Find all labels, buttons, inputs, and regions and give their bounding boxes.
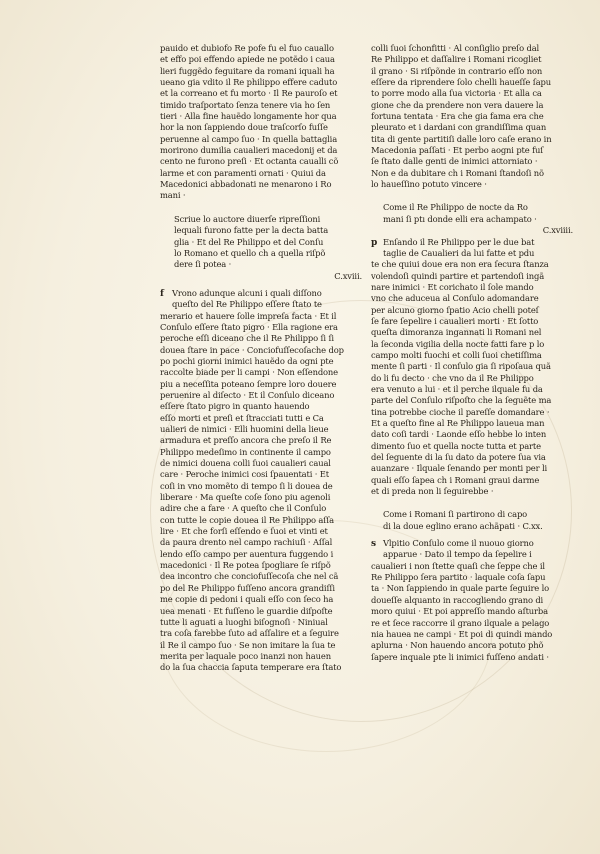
text-line — [160, 333, 368, 344]
line-text: ualieri de nimici · Elli huomini della lieue — [160, 424, 329, 434]
line-text: tina potrebbe cioche il pareſſe domandare · — [371, 406, 550, 417]
line-text: lo haueſſino potuto vincere · — [371, 179, 487, 190]
line-text: liberare · Ma queſte coſe ſono piu agenoli — [160, 492, 331, 503]
text-line — [371, 561, 579, 572]
text-line — [371, 441, 579, 452]
line-text: pleurato et i dardani con grandiſſima quan — [371, 122, 547, 133]
line-text: mente ſi parti · Il conſulo gia ſi ripoſaua quã — [371, 361, 551, 372]
text-line — [160, 156, 368, 167]
text-line — [371, 486, 579, 497]
text-line — [174, 225, 368, 236]
right-chapter-heading-2 — [371, 509, 579, 532]
line-text: nare inimici · Et corichato il ſole mando — [371, 281, 534, 292]
text-line — [371, 373, 579, 384]
text-line — [160, 526, 368, 537]
text-line — [160, 367, 368, 378]
line-text: eſſo morti et preſi et ſtracciati tutti e Ca — [160, 412, 324, 423]
line-text: et di preda non li ſeguirebbe · — [371, 486, 494, 497]
line-text: me copie di pedoni i quali eſſo con ſeco ha — [160, 594, 334, 605]
line-text: merario et hauere ſolle impreſa facta · Et il — [160, 310, 337, 321]
line-text: to porre modo alla ſua victoria · Et alla ca — [371, 88, 542, 99]
right-paragraph-3 — [371, 538, 579, 663]
line-text: aplurna · Non hauendo ancora potuto phõ — [371, 640, 544, 651]
line-text: queſto del Re Philippo eſſere ſtato te — [172, 299, 322, 310]
line-text: Et a queſto fine al Re Philippo laueua man — [371, 418, 545, 428]
line-text: Macedonici abbadonati ne menarono i Ro — [160, 179, 332, 190]
text-line — [383, 521, 579, 532]
line-text: era venuto a lui · et il perche ilquale fu da — [371, 383, 543, 394]
text-line — [160, 537, 368, 548]
line-text: Re Philippo et daſſalire i Romani ricogliet — [371, 54, 542, 65]
text-line — [160, 190, 368, 201]
text-line — [160, 390, 368, 401]
initial-letter: s — [371, 539, 376, 550]
line-text: re et ſece raccorre il grano ilquale a pelago — [371, 617, 550, 628]
text-line — [160, 651, 368, 662]
line-text: mani · — [160, 190, 186, 201]
line-text: dimento ſuo et quella nocte tutta et parte — [371, 440, 541, 451]
right-text-column — [371, 43, 579, 663]
text-line — [160, 356, 368, 367]
text-line — [371, 549, 579, 560]
line-text: colli ſuoi ſchonfitti · Al conſiglio preſo dal — [371, 43, 540, 53]
line-text: et effo poi effendo apiede ne potẽdo i caua — [160, 54, 335, 65]
initial-letter: p — [371, 237, 378, 248]
text-line — [160, 640, 368, 651]
line-text: macedonici · Il Re potea ſpogliare ſe riſpõ — [160, 560, 331, 571]
text-line — [160, 617, 368, 628]
text-line — [371, 327, 579, 338]
line-text: parte del Conſulo riſpoſto che la ſeguẽte ma — [371, 395, 552, 406]
text-line — [371, 640, 579, 651]
text-line — [174, 248, 368, 259]
text-line — [160, 145, 368, 156]
left-text-column — [160, 43, 368, 674]
line-text: vno che aduceua al Conſulo adomandare — [371, 293, 539, 304]
text-line — [383, 202, 579, 213]
text-line — [160, 628, 368, 639]
text-line — [160, 311, 368, 322]
text-line — [160, 322, 368, 333]
line-text: lendo eſſo campo per auentura fuggendo i — [160, 548, 334, 559]
line-text: dea incontro che conciofuſſecoſa che nel cã — [160, 571, 339, 582]
line-text: adire che a fare · A queſto che il Conſulo — [160, 503, 327, 514]
text-line — [371, 475, 579, 486]
text-line — [371, 606, 579, 617]
line-text: apparue · Dato il tempo da ſepelire i — [383, 549, 532, 560]
line-text: de nimici douena colli ſuoi caualieri caual — [160, 458, 331, 469]
right-chapter-heading — [371, 202, 579, 225]
text-line — [160, 435, 368, 446]
text-line — [174, 214, 368, 225]
text-line — [160, 606, 368, 617]
text-line — [160, 594, 368, 605]
text-line — [160, 134, 368, 145]
line-text: morirono dumilia caualieri macedonij et da — [160, 145, 338, 156]
text-line — [383, 509, 579, 520]
line-text: campo molti fuochi et colli ſuoi chetiſſima — [371, 349, 542, 360]
text-line — [160, 88, 368, 99]
text-line — [371, 66, 579, 77]
line-text: ta · Non ſappiendo in quale parte ſeguire lo — [371, 583, 550, 594]
line-text: ſapere inquale pte li inimici fuſſeno andati · — [371, 651, 549, 662]
text-line — [371, 43, 579, 54]
text-line — [160, 77, 368, 88]
text-line — [160, 345, 368, 356]
left-paragraph-2 — [160, 288, 368, 674]
line-text: piu a neceſſita poteano ſempre loro douere — [160, 378, 337, 389]
line-text: Non e da dubitare ch i Romani ſtandoſi nõ — [371, 167, 544, 178]
line-text: dere ſi potea · — [174, 259, 232, 270]
text-line — [160, 413, 368, 424]
text-line — [160, 401, 368, 412]
line-text: taglie de Caualieri da lui fatte et pdu — [383, 247, 535, 258]
text-line — [160, 469, 368, 480]
text-line — [371, 463, 579, 474]
line-text: Enſando il Re Philippo per le due bat — [383, 236, 535, 247]
line-text: nia hauea ne campi · Et poi di quindi mando — [371, 628, 553, 639]
right-paragraph-1 — [371, 43, 579, 190]
text-line — [160, 379, 368, 390]
line-text: care · Peroche inimici cosi ſpauentati · Et — [160, 469, 329, 480]
left-chapter-number: C.xviii. — [334, 270, 362, 281]
line-text: po del Re Philippo fuſſeno ancora grandiſſi — [160, 582, 335, 593]
text-line — [371, 282, 579, 293]
text-line — [371, 237, 579, 248]
text-line — [160, 299, 368, 310]
line-text: lequali furono fatte per la decta batta — [174, 225, 329, 236]
text-line — [160, 424, 368, 435]
line-text: pauido et dubiofo Re pofe fu el fuo cauallo — [160, 43, 334, 53]
line-text: tutte li aguati a luoghi biſognoſi · Niniual — [160, 616, 328, 627]
text-line — [371, 395, 579, 406]
left-chapter-heading — [160, 214, 368, 271]
line-text: hor la non ſappiendo doue traſcorſo fuſſe — [160, 122, 328, 133]
text-line — [371, 248, 579, 259]
text-line — [160, 560, 368, 571]
line-text: do la ſua chaccia ſaputa temperare era ſtato — [160, 662, 342, 673]
line-text: eſſere da riprendere ſolo chelli haueſſe ſapu — [371, 77, 552, 88]
line-text: et la correano et fu morto · Il Re pauroſo et — [160, 88, 338, 99]
line-text: il grano · Si riſpõnde in contrario eſſo non — [371, 65, 543, 76]
text-line — [371, 88, 579, 99]
line-text: uea menati · Et fuſſeno le guardie diſpoſte — [160, 605, 333, 616]
line-text: lire · Et che forſi eſſendo e ſuoi et vinti et — [160, 526, 328, 537]
text-line — [371, 293, 579, 304]
line-text: Conſulo eſſere ſtato pigro · Ella ragione era — [160, 321, 338, 332]
line-text: Scriue lo auctore diuerſe ripreſſioni — [174, 213, 321, 224]
text-line — [160, 571, 368, 582]
line-text: volendoſi quindi partire et partendoſi ingã — [371, 270, 545, 281]
text-line — [371, 271, 579, 282]
text-line — [160, 111, 368, 122]
text-line — [160, 43, 368, 54]
line-text: te che quiui doue era non era ſecura ſtanza — [371, 259, 549, 270]
text-line — [160, 583, 368, 594]
text-line — [371, 259, 579, 270]
line-text: glia · Et del Re Philippo et del Conſu — [174, 236, 324, 247]
text-line — [371, 452, 579, 463]
line-text: caualieri i non ſtette quaſi che ſeppe che il — [371, 560, 545, 571]
line-text: eſſere ſtato pigro in quanto hauendo — [160, 401, 310, 412]
line-text: ſe fare ſepelire i caualieri morti · Et ſotto — [371, 315, 539, 326]
line-text: doueſſe alquanto in raccogliendo grano di — [371, 594, 544, 605]
text-line — [371, 583, 579, 594]
line-text: auanzare · Ilquale ſenando per monti per li — [371, 463, 548, 474]
text-line — [371, 407, 579, 418]
line-text: Macedonia paſſati · Et perbo aogni pte fuſ — [371, 145, 544, 156]
text-line — [371, 629, 579, 640]
text-line — [160, 288, 368, 299]
text-line — [160, 54, 368, 65]
text-line — [174, 259, 368, 270]
line-text: queſta dimoranza ingannati li Romani nel — [371, 327, 542, 338]
line-text: armadura et preſſo ancora che preſo il Re — [160, 435, 332, 446]
line-text: fortuna tentata · Era che gia fama era che — [371, 111, 544, 122]
text-line — [371, 350, 579, 361]
text-line — [371, 168, 579, 179]
text-line — [160, 447, 368, 458]
text-line — [160, 549, 368, 560]
line-text: di la doue eglino erano achãpati · C.xx. — [383, 520, 543, 531]
line-text: Re Philippo ſera partito · laquale coſa ſapu — [371, 572, 546, 583]
line-text: po pochi giorni inimici hauẽdo da ogni pte — [160, 355, 334, 366]
text-line — [160, 515, 368, 526]
text-line — [160, 492, 368, 503]
line-text: peruenne al campo ſuo · In quella battaglia — [160, 133, 338, 144]
text-line — [371, 339, 579, 350]
line-text: Philippo medeſimo in continente il campo — [160, 446, 331, 457]
line-text: moro quiui · Et poi appreſſo mando aſturba — [371, 606, 548, 617]
text-line — [371, 316, 579, 327]
line-text: Come i Romani ſi partirono di capo — [383, 509, 528, 520]
line-text: peroche eſſi diceano che il Re Philippo ſi ſi — [160, 333, 334, 344]
line-text: ueano gia vdito il Re philippo effere caduto — [160, 77, 338, 88]
line-text: del ſeguente di la ſu dato da potere ſua via — [371, 452, 546, 463]
line-text: timido traſportato ſenza tenere via ho ſen — [160, 99, 331, 110]
text-line — [371, 156, 579, 167]
line-text: Come il Re Philippo de nocte da Ro — [383, 202, 528, 213]
line-text: larme et con paramenti ornati · Quiui da — [160, 167, 326, 178]
line-text: tieri · Alla fine hauẽdo longamente hor qua — [160, 111, 337, 122]
text-line — [371, 429, 579, 440]
text-line — [371, 54, 579, 65]
text-line — [371, 652, 579, 663]
text-line — [383, 214, 579, 225]
line-text: Vrono adunque alcuni i quali diſſono — [172, 287, 322, 298]
line-text: tita di gente partitiſi dalle loro caſe erano in — [371, 133, 552, 144]
line-text: lieri fuggẽdo feguitare da romani iquali ha — [160, 65, 335, 76]
text-line — [371, 595, 579, 606]
line-text: da paura drento nel campo rachiuſi · Aſſal — [160, 537, 333, 548]
initial-letter: f — [160, 288, 164, 299]
text-line — [160, 662, 368, 673]
text-line — [371, 618, 579, 629]
text-line — [371, 305, 579, 316]
text-line — [160, 168, 368, 179]
text-line — [371, 418, 579, 429]
text-line — [371, 361, 579, 372]
line-text: tra coſa farebbe ſuto ad aſſalire et a ſeguire — [160, 628, 339, 639]
line-text: lo Romano et quello ch a quella riſpõ — [174, 247, 326, 258]
text-line — [371, 179, 579, 190]
line-text: coſi in vno momẽto di tempo ſi li douea de — [160, 480, 333, 491]
text-line — [160, 100, 368, 111]
line-text: douea ſtare in pace · Conciofuſſecoſache dop — [160, 344, 344, 355]
text-line — [160, 122, 368, 133]
text-line — [160, 503, 368, 514]
right-paragraph-2 — [371, 237, 579, 498]
line-text: do li fu decto · che vno da il Re Philippo — [371, 372, 534, 383]
line-text: per alcuno giorno ſpatio Acio chelli poteſ — [371, 304, 539, 315]
text-line — [371, 122, 579, 133]
line-text: raccolte biade per li campi · Non eſſendone — [160, 367, 338, 378]
text-line — [371, 538, 579, 549]
text-line — [174, 237, 368, 248]
line-text: quali eſſo ſapea ch i Romani graui darme — [371, 474, 540, 485]
line-text: cento ne furono preſi · Et octanta caualli cõ — [160, 156, 339, 167]
text-line — [371, 111, 579, 122]
text-line — [371, 384, 579, 395]
text-line — [371, 100, 579, 111]
text-line — [371, 572, 579, 583]
line-text: ſe ſtato dalle genti de inimici attorniato · — [371, 156, 538, 167]
text-line — [160, 481, 368, 492]
text-line — [160, 179, 368, 190]
text-line — [160, 458, 368, 469]
line-text: Vlpitio Conſulo come il nuouo giorno — [383, 538, 534, 549]
text-line — [160, 66, 368, 77]
line-text: merita per laquale poco inanzi non hauen — [160, 650, 331, 661]
line-text: con tutte le copie douea il Re Philippo aſſa — [160, 514, 335, 525]
text-line — [371, 77, 579, 88]
line-text: il Re il campo ſuo · Se non imitare la ſua te — [160, 639, 336, 650]
text-line — [371, 134, 579, 145]
line-text: mani ſi ptı donde elli era achampato · — [383, 213, 537, 224]
left-paragraph-1 — [160, 43, 368, 202]
line-text: gione che da prendere non vera dauere la — [371, 99, 544, 110]
text-line — [371, 145, 579, 156]
line-text: dato coſi tardi · Laonde eſſo hebbe lo inten — [371, 429, 547, 440]
right-chapter-number: C.xviiii. — [542, 225, 573, 236]
line-text: peruenire al diſecto · Et il Conſulo diceano — [160, 389, 335, 400]
line-text: la ſeconda vigilia della nocte fatti fare p lo — [371, 338, 545, 349]
